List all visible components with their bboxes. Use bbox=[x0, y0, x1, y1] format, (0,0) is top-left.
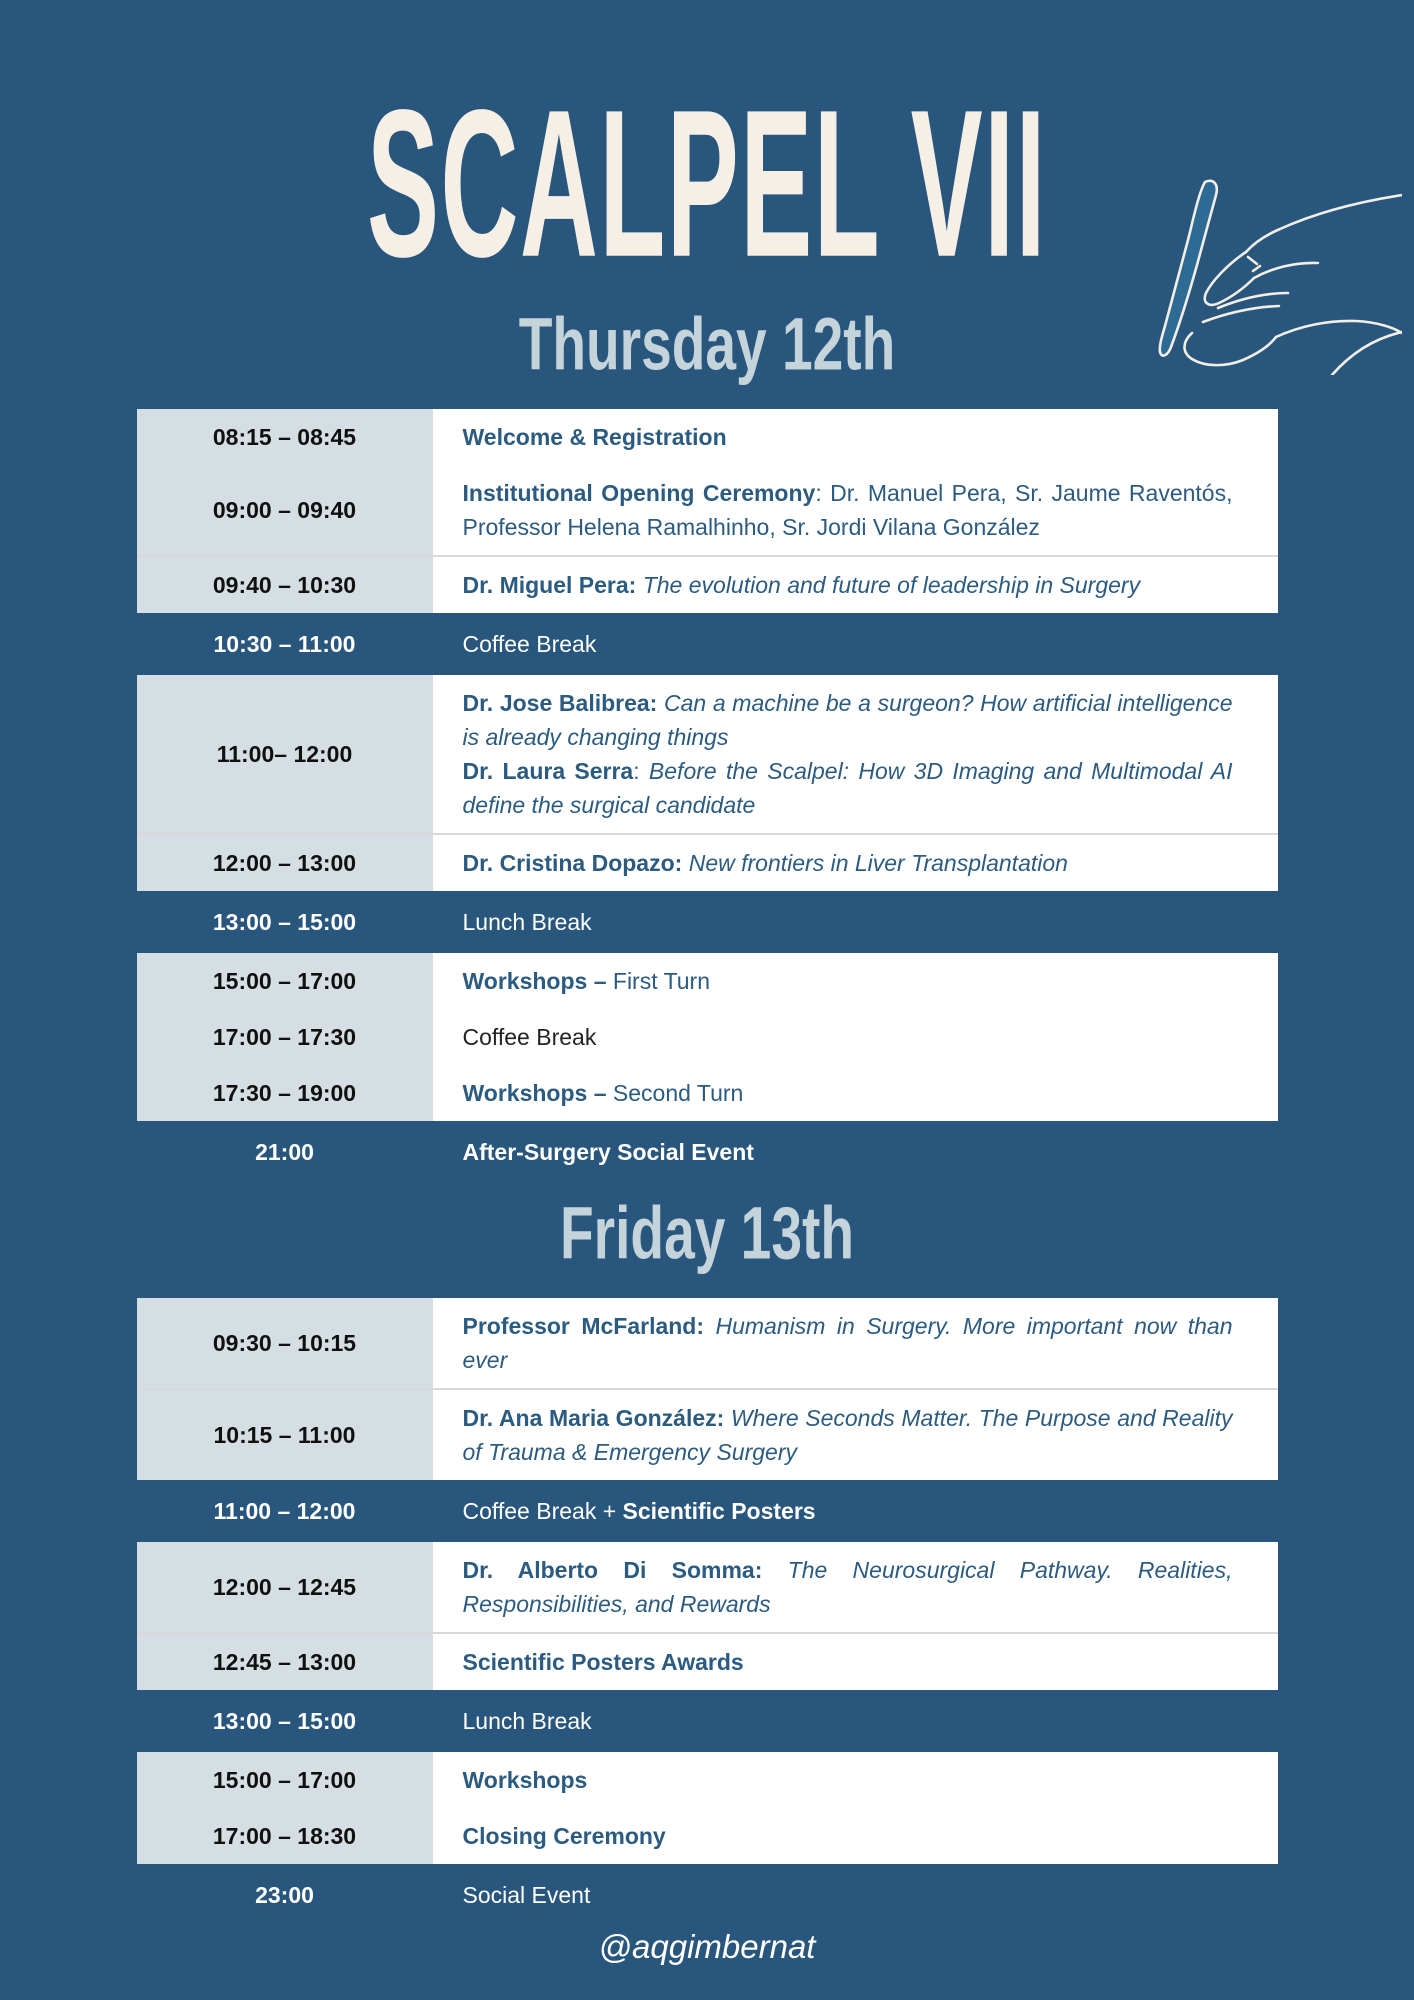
time-cell: 09:40 – 10:30 bbox=[137, 557, 433, 613]
event-text bbox=[463, 1763, 1233, 1797]
schedule-row bbox=[137, 409, 1278, 465]
time-cell: 09:30 – 10:15 bbox=[137, 1298, 433, 1388]
event-text bbox=[463, 568, 1233, 602]
event-text bbox=[463, 846, 1233, 880]
schedule-table-thursday bbox=[137, 409, 1278, 1183]
event-text-segment: Workshops – bbox=[462, 1080, 613, 1106]
event-text-segment: Professor McFarland: bbox=[462, 1313, 716, 1339]
day-heading-friday: Friday 13th bbox=[560, 1191, 854, 1275]
break-row bbox=[137, 1690, 1278, 1752]
event-text bbox=[463, 686, 1233, 822]
time-cell: 10:15 – 11:00 bbox=[137, 1390, 433, 1480]
event-text bbox=[463, 1878, 1233, 1912]
event-text-segment: Dr. Alberto Di Somma: bbox=[462, 1557, 788, 1583]
schedule-row bbox=[137, 953, 1278, 1009]
event-text bbox=[463, 1704, 1233, 1738]
event-text-segment: Institutional Opening Ceremony bbox=[462, 480, 816, 506]
event-text-segment: Lunch Break bbox=[462, 1708, 592, 1734]
event-cell bbox=[433, 465, 1278, 555]
schedule-row bbox=[137, 1009, 1278, 1065]
event-text-segment: Coffee Break bbox=[462, 631, 597, 657]
schedule-row bbox=[137, 1752, 1278, 1808]
event-cell bbox=[433, 1480, 1278, 1542]
social-handle: @aqgimbernat bbox=[598, 1928, 816, 1965]
event-text-segment: Where Seconds Matter. The Purpose and Reality of Trauma & Emergency Surgery bbox=[462, 1405, 1233, 1465]
event-text bbox=[463, 476, 1233, 544]
event-text-segment: New frontiers in Liver Transplantation bbox=[688, 850, 1068, 876]
event-text-segment: First Turn bbox=[612, 968, 711, 994]
event-text-segment: Workshops bbox=[462, 1767, 588, 1793]
time-cell: 12:00 – 13:00 bbox=[137, 835, 433, 891]
time-cell: 09:00 – 09:40 bbox=[137, 465, 433, 555]
event-cell bbox=[433, 1542, 1278, 1632]
event-text bbox=[463, 1076, 1233, 1110]
time-cell: 12:00 – 12:45 bbox=[137, 1542, 433, 1632]
schedule-row bbox=[137, 833, 1278, 891]
event-cell bbox=[433, 1808, 1278, 1864]
event-text-segment: Scientific Posters bbox=[622, 1498, 816, 1524]
event-text-segment: Dr. Ana Maria González: bbox=[462, 1405, 731, 1431]
time-cell: 17:00 – 18:30 bbox=[137, 1808, 433, 1864]
event-text bbox=[463, 1309, 1233, 1377]
event-cell bbox=[433, 409, 1278, 465]
hand-top-contour bbox=[1246, 195, 1402, 252]
event-text-segment: Can a machine be a surgeon? How artificial intelligence is already changing things bbox=[462, 690, 1233, 750]
event-text-segment: Workshops – bbox=[462, 968, 613, 994]
schedule-row bbox=[137, 1388, 1278, 1480]
time-cell: 08:15 – 08:45 bbox=[137, 409, 433, 465]
event-cell bbox=[433, 1634, 1278, 1690]
schedule-row bbox=[137, 555, 1278, 613]
event-cell bbox=[433, 1752, 1278, 1808]
break-row bbox=[137, 1121, 1278, 1183]
event-cell bbox=[433, 1390, 1278, 1480]
event-text bbox=[463, 1135, 1233, 1169]
event-text bbox=[463, 964, 1233, 998]
time-cell: 17:30 – 19:00 bbox=[137, 1065, 433, 1121]
time-cell: 11:00 – 12:00 bbox=[213, 1497, 356, 1524]
poster-title: SCALPEL VII bbox=[367, 65, 1047, 301]
event-text-segment: The evolution and future of leadership in Surgery bbox=[642, 572, 1141, 598]
event-text-segment: Dr. Cristina Dopazo: bbox=[462, 850, 689, 876]
time-cell: 21:00 bbox=[255, 1138, 314, 1165]
event-cell bbox=[433, 675, 1278, 833]
day-section-thursday bbox=[0, 302, 1414, 1183]
day-section-friday bbox=[0, 1191, 1414, 1926]
event-text-segment: Dr. Jose Balibrea: bbox=[462, 690, 664, 716]
break-row bbox=[137, 1864, 1278, 1926]
day-heading-thursday: Thursday 12th bbox=[518, 302, 896, 386]
event-cell bbox=[433, 1690, 1278, 1752]
event-text-segment: Welcome & Registration bbox=[462, 424, 727, 450]
time-cell: 13:00 – 15:00 bbox=[212, 908, 357, 935]
event-text bbox=[463, 627, 1233, 661]
time-cell: 17:00 – 17:30 bbox=[137, 1009, 433, 1065]
event-text bbox=[463, 1494, 1233, 1528]
event-text-segment: Lunch Break bbox=[462, 909, 592, 935]
time-cell: 15:00 – 17:00 bbox=[137, 1752, 433, 1808]
event-cell bbox=[433, 1298, 1278, 1388]
time-cell: 11:00– 12:00 bbox=[137, 675, 433, 833]
event-cell bbox=[433, 1065, 1278, 1121]
event-text bbox=[463, 1020, 1233, 1054]
event-text-segment: Closing Ceremony bbox=[462, 1823, 666, 1849]
time-cell: 23:00 bbox=[255, 1881, 314, 1908]
event-text-segment: Before the Scalpel: How 3D Imaging and Multimodal AI define the surgical candidate bbox=[462, 758, 1233, 818]
event-text-segment: Coffee Break bbox=[462, 1024, 597, 1050]
event-text-segment: Dr. Miguel Pera: bbox=[462, 572, 643, 598]
time-cell: 12:45 – 13:00 bbox=[137, 1634, 433, 1690]
event-text bbox=[463, 1645, 1233, 1679]
event-text-segment: Second Turn bbox=[612, 1080, 744, 1106]
schedule-table-friday bbox=[137, 1298, 1278, 1926]
event-text-segment: Dr. Laura Serra bbox=[462, 758, 634, 784]
nail-marks bbox=[1248, 257, 1260, 271]
event-text bbox=[463, 905, 1233, 939]
event-cell bbox=[433, 1009, 1278, 1065]
event-text bbox=[463, 1819, 1233, 1853]
time-cell: 13:00 – 15:00 bbox=[212, 1707, 357, 1734]
break-row bbox=[137, 613, 1278, 675]
event-cell bbox=[433, 557, 1278, 613]
event-text-segment: The Neurosurgical Pathway. Realities, Responsibilities, and Rewards bbox=[462, 1557, 1233, 1617]
schedule-row bbox=[137, 1808, 1278, 1864]
event-text-segment: Social Event bbox=[462, 1882, 591, 1908]
event-text-segment: : Dr. Manuel Pera, Sr. Jaume Raventós, Professor Helena Ramalhinho, Sr. Jordi Vilana González bbox=[462, 480, 1233, 540]
event-text-segment: : bbox=[633, 758, 649, 784]
event-text-segment: Coffee Break + bbox=[462, 1498, 623, 1524]
event-cell bbox=[433, 953, 1278, 1009]
break-row bbox=[137, 891, 1278, 953]
event-text-segment: After-Surgery Social Event bbox=[462, 1139, 754, 1165]
event-cell bbox=[433, 613, 1278, 675]
event-cell bbox=[433, 1121, 1278, 1183]
event-text-segment: Humanism in Surgery. More important now than ever bbox=[462, 1313, 1233, 1373]
schedule-row bbox=[137, 1298, 1278, 1388]
schedule-row bbox=[137, 1632, 1278, 1690]
time-cell: 10:30 – 11:00 bbox=[213, 630, 356, 657]
event-text bbox=[463, 1401, 1233, 1469]
event-text-segment: Scientific Posters Awards bbox=[462, 1649, 744, 1675]
event-cell bbox=[433, 835, 1278, 891]
break-row bbox=[137, 1480, 1278, 1542]
time-cell: 15:00 – 17:00 bbox=[137, 953, 433, 1009]
schedule-row bbox=[137, 465, 1278, 555]
event-text bbox=[463, 1553, 1233, 1621]
hand-inner-line bbox=[1254, 263, 1318, 278]
schedule-row bbox=[137, 1542, 1278, 1632]
event-text bbox=[463, 420, 1233, 454]
schedule-row bbox=[137, 675, 1278, 833]
event-cell bbox=[433, 891, 1278, 953]
event-cell bbox=[433, 1864, 1278, 1926]
schedule-row bbox=[137, 1065, 1278, 1121]
